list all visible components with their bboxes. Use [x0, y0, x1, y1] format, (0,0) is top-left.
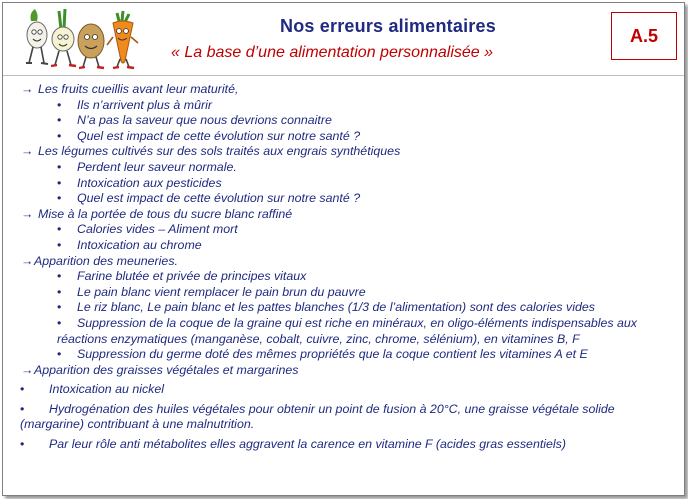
arrow-icon: →: [21, 362, 34, 377]
bullet-icon: •: [57, 237, 62, 252]
list-item: • Quel est impact de cette évolution sur notre santé ?: [57, 128, 361, 143]
bullet-icon: •: [57, 284, 62, 299]
list-item: • Perdent leur saveur normale.: [57, 159, 237, 174]
bullet-icon: •: [57, 191, 62, 206]
list-item: • Farine blutée et privée de principes vitaux: [57, 269, 307, 284]
section-heading: → Apparition des graisses végétales et margarines: [21, 362, 299, 377]
list-item: • Calories vides – Aliment mort: [57, 222, 238, 237]
bullet-icon: •: [20, 401, 25, 416]
bullet-icon: •: [57, 300, 62, 315]
page-title: Nos erreurs alimentaires: [280, 16, 496, 36]
bullet-icon: •: [57, 97, 62, 112]
bullet-icon: •: [57, 222, 62, 237]
bullet-icon: •: [57, 159, 62, 174]
bullet-icon: •: [57, 347, 62, 362]
header: [3, 3, 684, 76]
list-item: • Intoxication au nickel: [20, 382, 165, 397]
section-heading: → Apparition des meuneries.: [21, 253, 178, 268]
list-item: • Le riz blanc, Le pain blanc et les pattes blanches (1/3 de l’alimentation) sont des calories vides: [57, 300, 595, 315]
bullet-icon: •: [57, 128, 62, 143]
bullet-icon: •: [57, 175, 62, 190]
list-item: • Suppression du germe doté des mêmes propriétés que la coque contient les vitamines A et E: [57, 347, 588, 362]
list-item: • N’a pas la saveur que nous devrions connaitre: [57, 113, 332, 128]
vegetables-mascot-logo: [25, 7, 143, 73]
section-heading: → Mise à la portée de tous du sucre blanc raffiné: [21, 206, 293, 221]
list-item: • Ils n’arrivent plus à mûrir: [57, 97, 212, 112]
list-item: • Par leur rôle anti métabolites elles aggravent la carence en vitamine F (acides gras essentiels): [20, 437, 566, 452]
list-item: • Hydrogénation des huiles végétales pour obtenir un point de fusion à 20°C, une graisse végétale solide (margarine) contribuant à une malnutrition.: [20, 401, 615, 432]
bullet-icon: •: [57, 113, 62, 128]
arrow-icon: →: [21, 253, 34, 268]
bullet-icon: •: [20, 382, 25, 397]
section-heading: → Les fruits cueillis avant leur maturité,: [21, 82, 239, 96]
bullet-icon: •: [57, 315, 62, 330]
bullet-icon: •: [57, 269, 62, 284]
list-item: • Intoxication aux pesticides: [57, 175, 222, 190]
list-item: • Suppression de la coque de la graine qui est riche en minéraux, en oligo-éléments indispensables aux réactions enzymatiques (manganèse, cobalt, cuivre, zinc, chrome, sélénium), en vitamines B, F: [57, 315, 637, 346]
arrow-icon: →: [21, 206, 34, 221]
list-item: • Quel est impact de cette évolution sur notre santé ?: [57, 191, 361, 206]
content-list: [3, 82, 684, 453]
list-item: • Le pain blanc vient remplacer le pain brun du pauvre: [57, 284, 366, 299]
section-heading: → Les légumes cultivés sur des sols traités aux engrais synthétiques: [21, 144, 401, 159]
bullet-icon: •: [20, 437, 25, 452]
list-item: • Intoxication au chrome: [57, 237, 202, 252]
arrow-icon: →: [21, 144, 34, 159]
reference-badge: A.5: [611, 12, 677, 60]
arrow-icon: →: [21, 82, 34, 96]
document-frame: [2, 2, 685, 496]
page-subtitle: « La base d’une alimentation personnalisée »: [171, 44, 494, 61]
